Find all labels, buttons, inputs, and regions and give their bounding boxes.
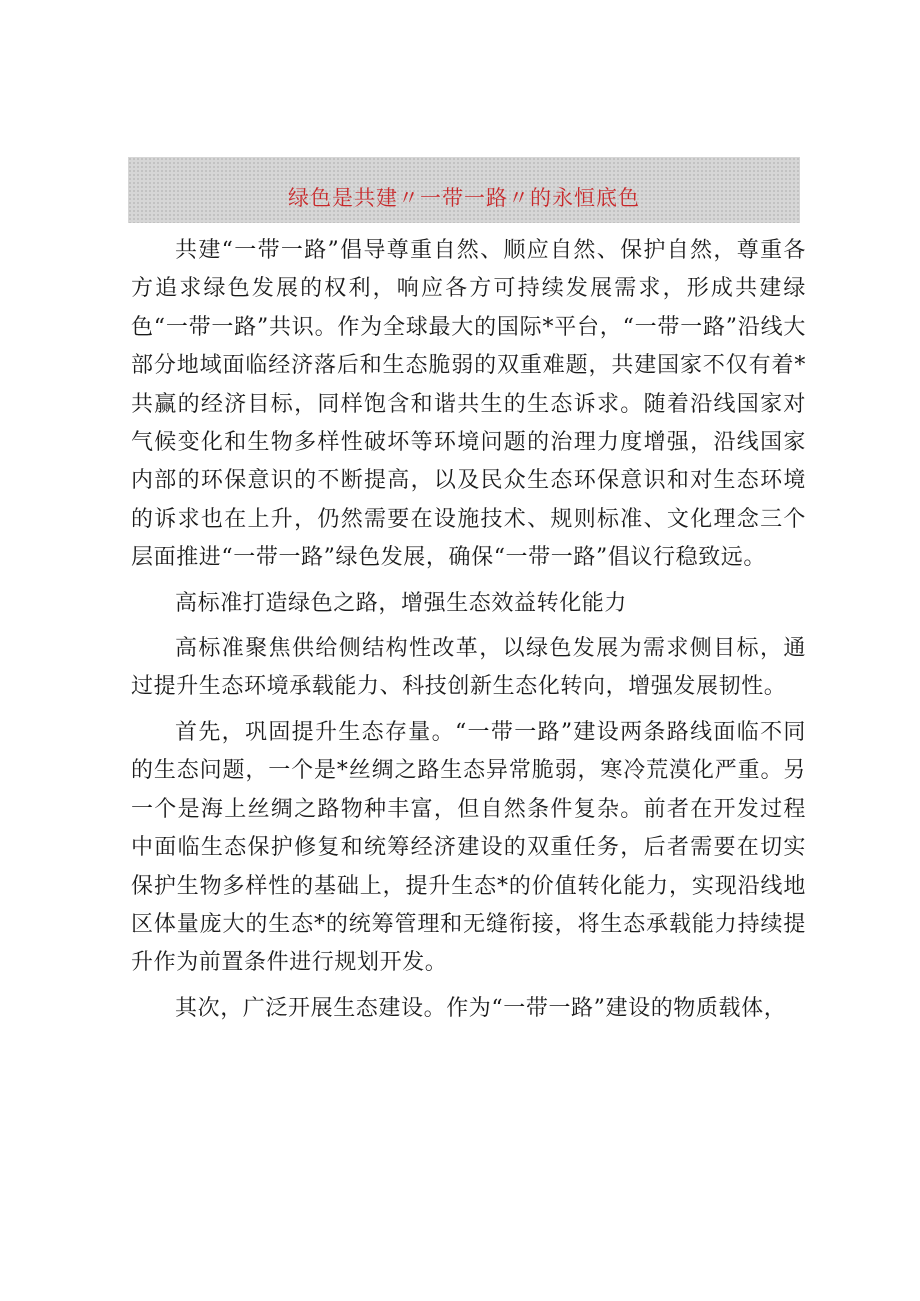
title-banner [128, 157, 800, 223]
section-heading: 高标准打造绿色之路，增强生态效益转化能力 [175, 590, 628, 616]
paragraph-second: 其次，广泛开展生态建设。作为“一带一路”建设的物质载体， [175, 995, 787, 1021]
paragraph-first: 首先，巩固提升生态存量。“一带一路”建设两条路线面临不同的生态问题，一个是*丝绸之路生态异常脆弱，寒冷荒漠化严重。另一个是海上丝绸之路物种丰富，但自然条件复杂。前者在开发过程中面临生态保护修复和统筹经济建设的双重任务，后者需要在切实保护生物多样性的基础上，提升生态*的价值转化能力，实现沿线地区体量庞大的生态*的统筹管理和无缝衔接，将生态承载能力持续提升作为前置条件进行规划开发。 [131, 719, 806, 976]
paragraph-intro: 共建“一带一路”倡导尊重自然、顺应自然、保护自然，尊重各方追求绿色发展的权利，响应各方可持续发展需求，形成共建绿色“一带一路”共识。作为全球最大的国际*平台，“一带一路”沿线大部分地域面临经济落后和生态脆弱的双重难题，共建国家不仅有着*共赢的经济目标，同样饱含和谐共生的生态诉求。随着沿线国家对气候变化和生物多样性破坏等环境问题的治理力度增强，沿线国家内部的环保意识的不断提高，以及民众生态环保意识和对生态环境的诉求也在上升，仍然需要在设施技术、规则标准、文化理念三个层面推进“一带一路”绿色发展，确保“一带一路”倡议行稳致远。 [131, 238, 806, 571]
document-title: 绿色是共建〃一带一路〃的永恒底色 [288, 186, 640, 210]
document-body [131, 232, 806, 1035]
paragraph-supply-side: 高标准聚焦供给侧结构性改革，以绿色发展为需求侧目标，通过提升生态环境承载能力、科技创新生态化转向，增强发展韧性。 [131, 636, 806, 700]
